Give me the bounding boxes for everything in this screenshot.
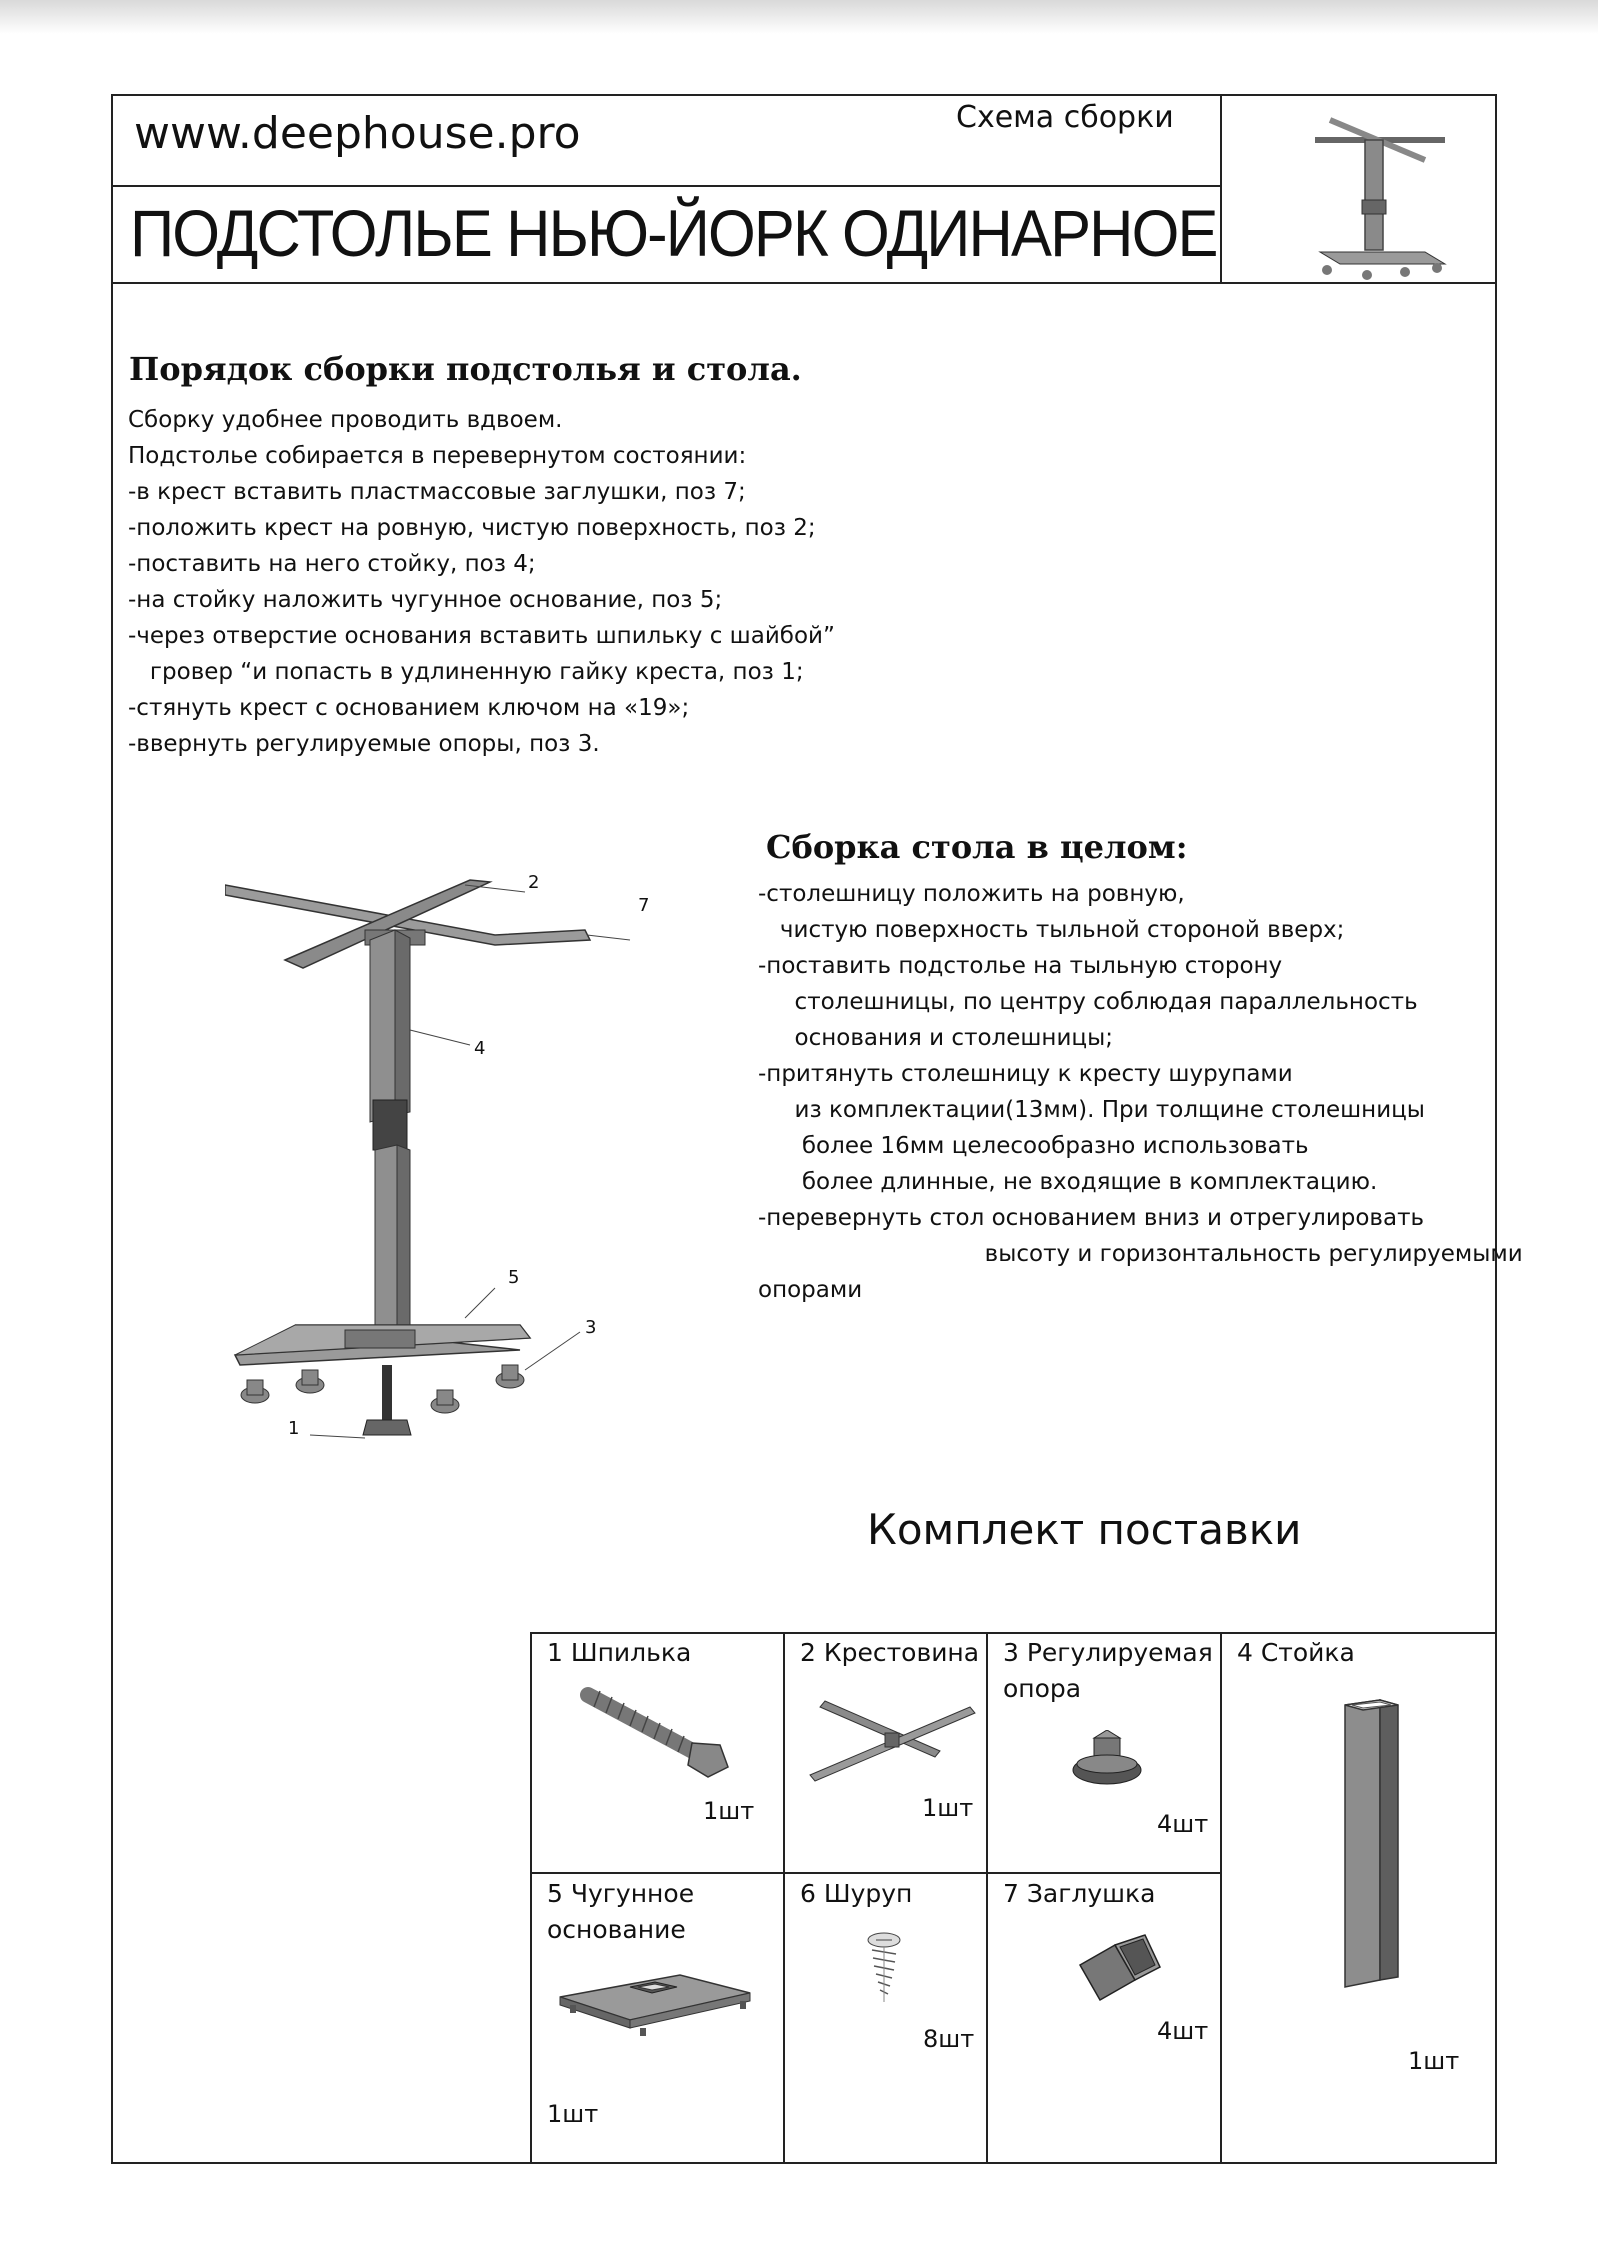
kit-item-label: 5 Чугунное основание (547, 1879, 695, 1944)
assembly-line: Подстолье собирается в перевернутом состоянии: (128, 443, 747, 469)
table-assembly-line: высоту и горизонтальность регулируемыми (758, 1241, 1523, 1267)
table-assembly-text (758, 876, 1523, 1308)
assembly-line: -в крест вставить пластмассовые заглушки, поз 7; (128, 479, 746, 505)
assembly-diagram (225, 860, 665, 1460)
kit-table-top (530, 1632, 1497, 1634)
assembly-line: -ввернуть регулируемые опоры, поз 3. (128, 731, 600, 757)
cast-iron-base-icon (555, 1965, 755, 2055)
crosspiece-icon (805, 1695, 980, 1785)
table-assembly-line: опорами (758, 1277, 863, 1303)
kit-item-label: 4 Стойка (1237, 1638, 1355, 1667)
callout-7: 7 (638, 895, 650, 916)
kit-item-qty: 1шт (547, 2100, 599, 2128)
kit-item-label: 3 Регулируемая опора (1003, 1638, 1213, 1703)
kit-col-line (783, 1632, 785, 2164)
pedestal-thumbnail (1305, 112, 1455, 284)
assembly-line: -через отверстие основания вставить шпильку с шайбой” (128, 623, 835, 649)
top-shade (0, 0, 1598, 34)
screw-icon (862, 1930, 912, 2010)
assembly-line: -стянуть крест с основанием ключом на «19»; (128, 695, 690, 721)
kit-item-qty: 4шт (1157, 1810, 1209, 1838)
kit-col-line (986, 1632, 988, 2164)
table-assembly-heading: Сборка стола в целом: (766, 828, 1188, 866)
callout-1: 1 (288, 1418, 300, 1439)
plug-cap-icon (1075, 1925, 1175, 2005)
callout-2: 2 (528, 872, 540, 893)
table-assembly-line: -столешницу положить на ровную, (758, 881, 1185, 907)
assembly-order-heading: Порядок сборки подстолья и стола. (129, 350, 802, 388)
kit-item-qty: 8шт (923, 2025, 975, 2053)
page-title: ПОДСТОЛЬЕ НЬЮ-ЙОРК ОДИНАРНОЕ (130, 196, 1217, 270)
table-assembly-line: чистую поверхность тыльной стороной вверх; (758, 917, 1345, 943)
stud-bolt-icon (580, 1685, 740, 1785)
kit-col-line (1220, 1632, 1222, 2164)
table-assembly-line: из комплектации(13мм). При толщине столешницы (758, 1097, 1425, 1123)
table-assembly-line: -поставить подстолье на тыльную сторону (758, 953, 1283, 979)
kit-item-qty: 1шт (922, 1794, 974, 1822)
website-url[interactable]: www.deephouse.pro (134, 108, 581, 159)
callout-4: 4 (474, 1038, 486, 1059)
assembly-line: Сборку удобнее проводить вдвоем. (128, 407, 563, 433)
schema-label: Схема сборки (956, 100, 1174, 135)
header-bottom-divider (111, 282, 1497, 284)
callout-5: 5 (508, 1267, 520, 1288)
kit-table-middle (530, 1872, 1222, 1874)
kit-item-label: 7 Заглушка (1003, 1879, 1156, 1908)
kit-item-label: 6 Шуруп (800, 1879, 913, 1908)
kit-title: Комплект поставки (867, 1505, 1302, 1554)
adjustable-foot-icon (1070, 1730, 1150, 1795)
table-assembly-line: основания и столешницы; (758, 1025, 1113, 1051)
kit-item-label: 1 Шпилька (547, 1638, 692, 1667)
table-assembly-line: -притянуть столешницу к кресту шурупами (758, 1061, 1293, 1087)
kit-item-qty: 4шт (1157, 2017, 1209, 2045)
kit-item-label: 2 Крестовина (800, 1638, 980, 1667)
table-assembly-line: столешницы, по центру соблюдая параллельность (758, 989, 1418, 1015)
assembly-line: гровер “и попасть в удлиненную гайку креста, поз 1; (128, 659, 804, 685)
table-assembly-line: более 16мм целесообразно использовать (758, 1133, 1309, 1159)
kit-item-qty: 1шт (703, 1797, 755, 1825)
kit-col-line (530, 1632, 532, 2164)
kit-item-qty: 1шт (1408, 2047, 1460, 2075)
callout-3: 3 (585, 1317, 597, 1338)
table-assembly-line: -перевернуть стол основанием вниз и отрегулировать (758, 1205, 1425, 1231)
assembly-line: -поставить на него стойку, поз 4; (128, 551, 536, 577)
table-assembly-line: более длинные, не входящие в комплектацию. (758, 1169, 1378, 1195)
header-thumbnail-divider (1220, 94, 1222, 283)
assembly-line: -на стойку наложить чугунное основание, поз 5; (128, 587, 723, 613)
assembly-line: -положить крест на ровную, чистую поверхность, поз 2; (128, 515, 816, 541)
header-divider (111, 185, 1221, 187)
column-icon (1330, 1695, 1410, 1995)
assembly-order-text (128, 402, 835, 762)
